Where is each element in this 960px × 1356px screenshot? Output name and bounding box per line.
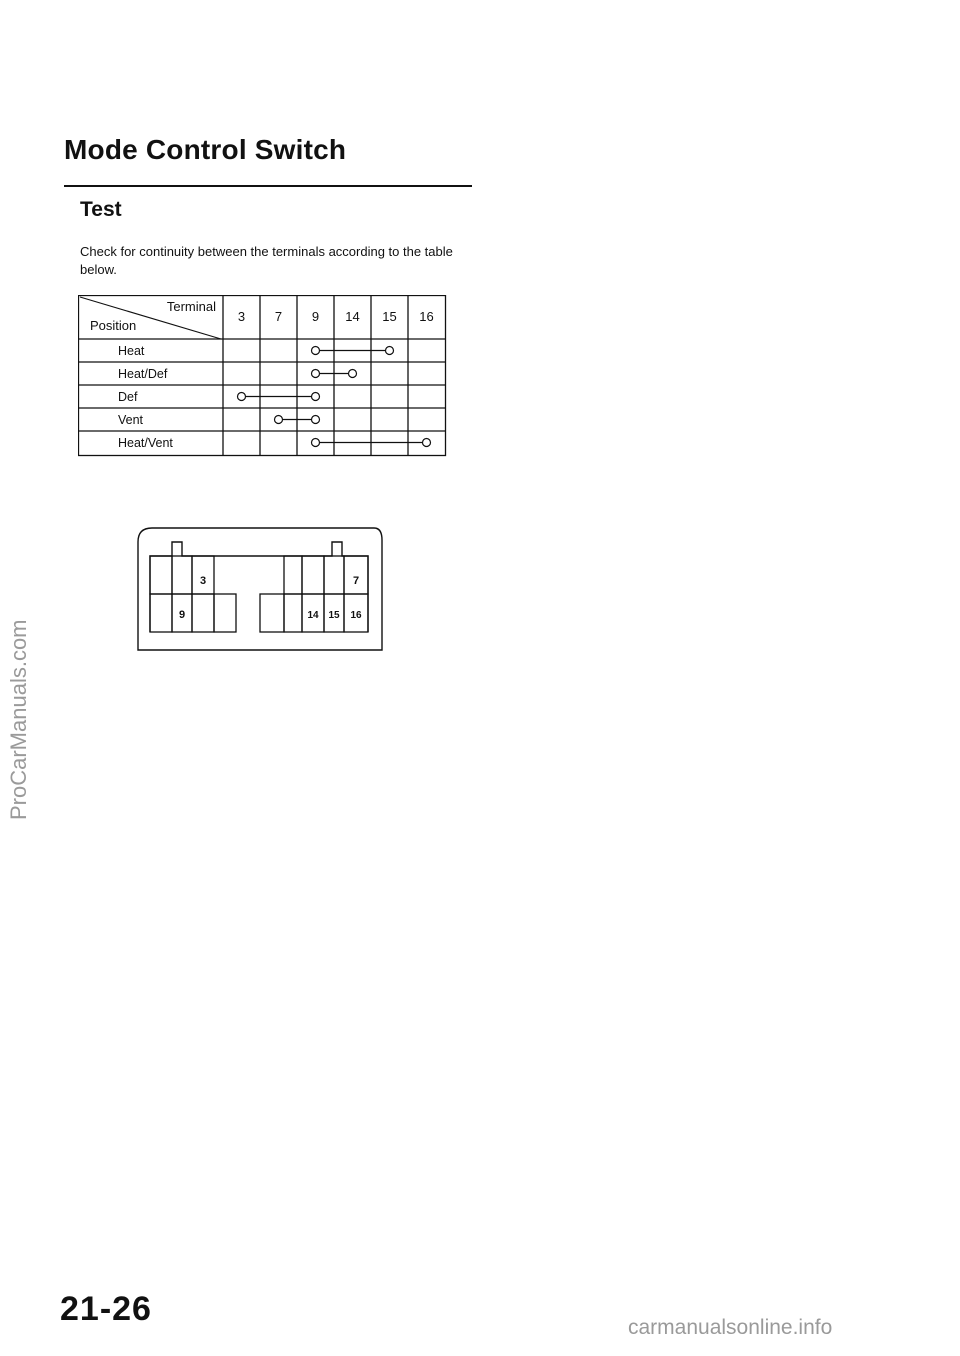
title-rule [64,185,472,187]
continuity-node [275,416,283,424]
terminal-header-3: 3 [237,309,246,324]
watermark-bottom: carmanualsonline.info [628,1316,833,1339]
continuity-node [238,393,246,401]
page-number: 21-26 [60,1290,152,1328]
continuity-node [386,347,394,355]
page-title: Mode Control Switch [64,134,347,165]
connector-diagram [136,520,386,656]
continuity-table [78,295,450,461]
continuity-node [312,347,320,355]
connector-label-16: 16 [350,610,362,621]
terminal-header-16: 16 [419,309,434,324]
watermark-left: ProCarManuals.com [6,619,31,820]
row-label: Vent [118,413,144,427]
instructions-text: Check for continuity between the terminals according to the table below. [80,244,453,277]
terminal-header-15: 15 [382,309,397,324]
continuity-node [312,439,320,447]
header-terminal: Terminal [166,299,216,314]
continuity-node [312,416,320,424]
continuity-node [349,370,357,378]
continuity-node [312,393,320,401]
row-label: Def [118,390,138,404]
header-position: Position [90,318,137,333]
continuity-node [312,370,320,378]
terminal-header-14: 14 [345,309,360,324]
connector-label-15: 15 [328,610,340,621]
row-label: Heat [118,344,145,358]
row-label: Heat/Def [118,367,168,381]
terminal-header-9: 9 [311,309,320,324]
row-labels [118,344,173,450]
connector-label-9: 9 [178,609,186,621]
row-label: Heat/Vent [118,436,173,450]
connector-label-7: 7 [352,575,360,587]
continuity-node [423,439,431,447]
connector-label-3: 3 [199,575,207,587]
connector-label-14: 14 [307,610,319,621]
terminal-header-7: 7 [274,309,283,324]
terminal-cavities-top [150,556,368,594]
terminal-headers [238,309,434,324]
section-heading: Test [80,198,122,221]
